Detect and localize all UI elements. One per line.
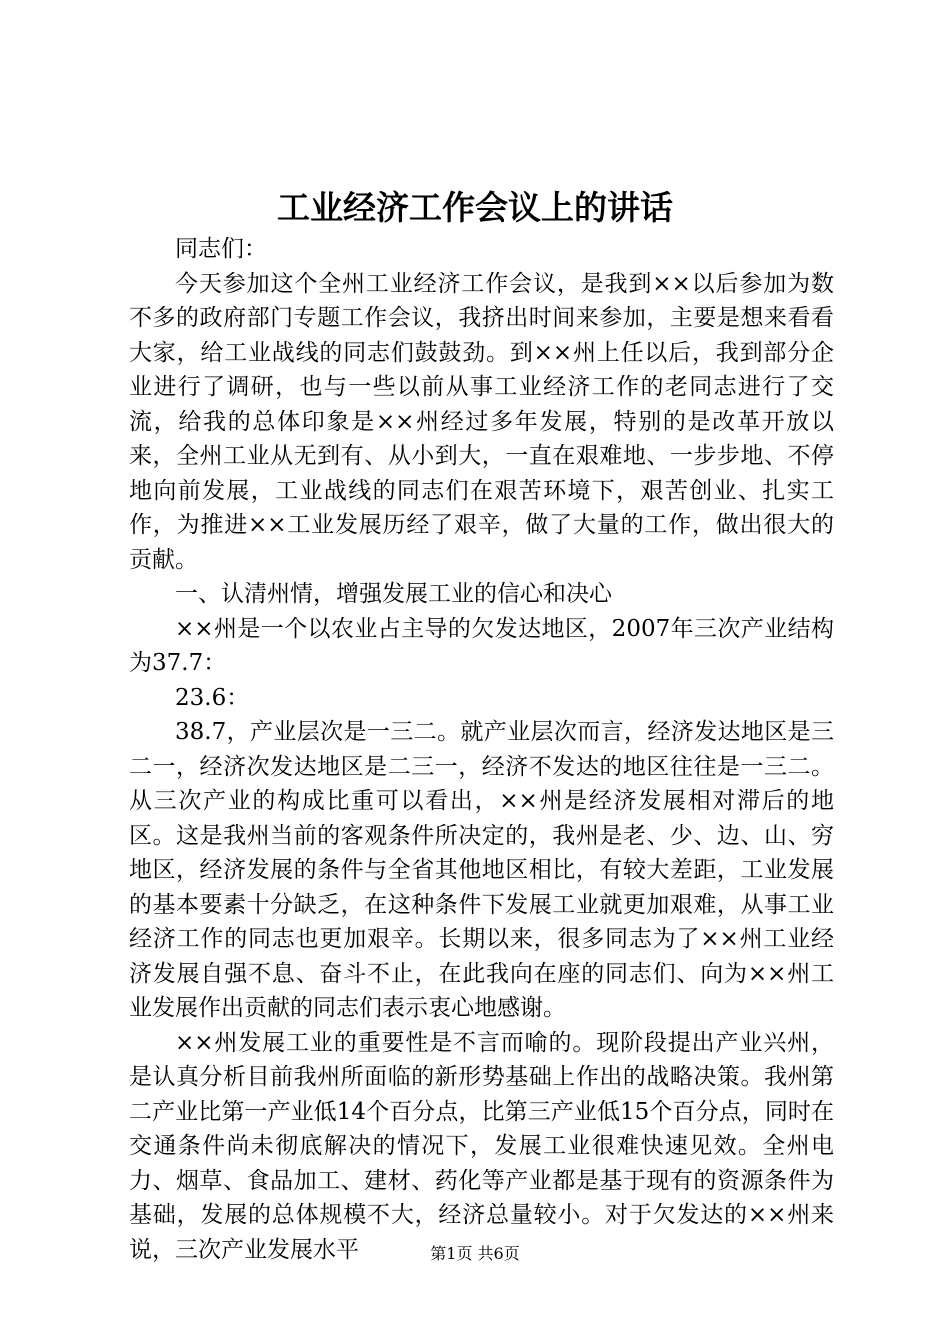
paragraph-ratio-fragment: 23.6： — [175, 684, 250, 711]
document-body — [129, 232, 834, 1267]
document-title: 工业经济工作会议上的讲话 — [277, 188, 673, 227]
paragraph-importance: ××州发展工业的重要性是不言而喻的。现阶段提出产业兴州，是认真分析目前我州所面临的新形势基础上作出的战略决策。我州第二产业比第一产业低14个百分点，比第三产业低15个百分点，同时在交通条件尚未彻底解决的情况下，发展工业很难快速见效。全州电力、烟草、食品加工、建材、药化等产业都是基于现有的资源条件为基础，发展的总体规模不大，经济总量较小。对于欠发达的××州来说，三次产业发展水平 — [129, 1029, 834, 1263]
paragraph-industry-level: 38.7，产业层次是一三二。就产业层次而言，经济发达地区是三二一，经济次发达地区是二三一，经济不发达的地区往往是一三二。从三次产业的构成比重可以看出，××州是经济发展相对滞后的地区。这是我州当前的客观条件所决定的，我州是老、少、边、山、穷地区，经济发展的条件与全省其他地区相比，有较大差距，工业发展的基本要素十分缺乏，在这种条件下发展工业就更加艰难，从事工业经济工作的同志也更加艰辛。长期以来，很多同志为了××州工业经济发展自强不息、奋斗不止，在此我向在座的同志们、向为××州工业发展作出贡献的同志们表示衷心地感谢。 — [129, 719, 834, 1021]
paragraph-salutation: 同志们： — [175, 236, 267, 262]
paragraph-opening: 今天参加这个全州工业经济工作会议，是我到××以后参加为数不多的政府部门专题工作会议，我挤出时间来参加，主要是想来看看大家，给工业战线的同志们鼓鼓劲。到××州上任以后，我到部分企业进行了调研，也与一些以前从事工业经济工作的老同志进行了交流，给我的总体印象是××州经过多年发展，特别的是改革开放以来，全州工业从无到有、从小到大，一直在艰难地、一步步地、不停地向前发展，工业战线的同志们在艰苦环境下，艰苦创业、扎实工作，为推进××工业发展历经了艰辛，做了大量的工作，做出很大的贡献。 — [129, 270, 834, 573]
paragraph-industry-structure: ××州是一个以农业占主导的欠发达地区，2007年三次产业结构为37.7： — [129, 615, 834, 676]
section-heading-1: 一、认清州情，增强发展工业的信心和决心 — [175, 581, 612, 607]
page-footer: 第1页 共6页 — [430, 1244, 520, 1263]
